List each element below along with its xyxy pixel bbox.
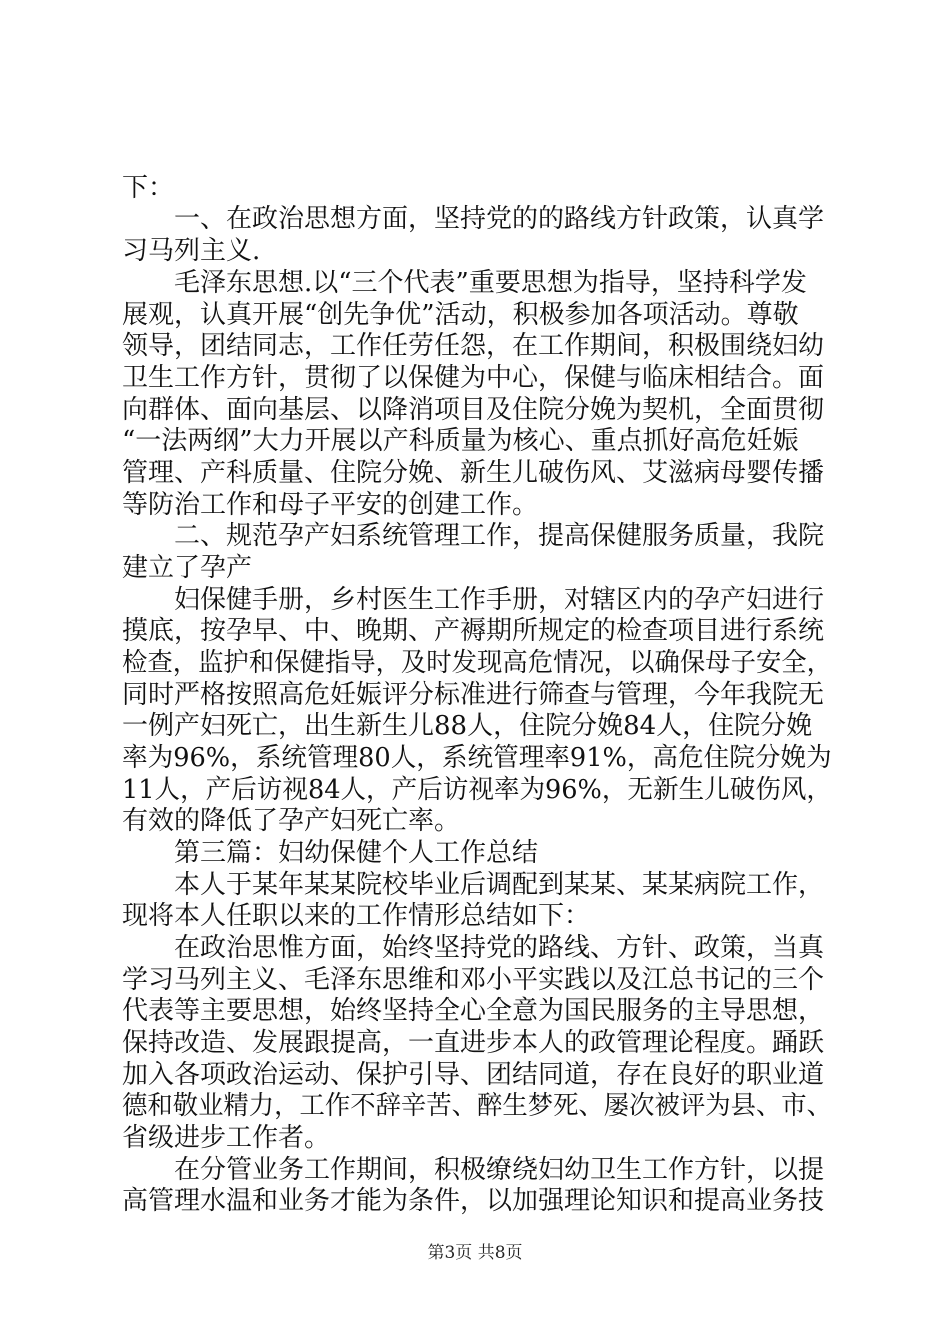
text-line: 在分管业务工作期间，积极缭绕妇幼卫生工作方针，以提	[174, 1155, 825, 1185]
text-line: “一法两纲”大力开展以产科质量为核心、重点抓好高危妊娠	[122, 426, 799, 456]
text-line: 学习马列主义、毛泽东思维和邓小平实践以及江总书记的三个	[122, 965, 825, 995]
text-line: 代表等主要思想，始终坚持全心全意为国民服务的主导思想，	[122, 996, 825, 1026]
text-line: 有效的降低了孕产妇死亡率。	[122, 806, 461, 836]
text-line: 等防治工作和母子平安的创建工作。	[122, 490, 539, 520]
text-line: 加入各项政治运动、保护引导、团结同道，存在良好的职业道	[122, 1060, 825, 1090]
text-line: 在政治思惟方面，始终坚持党的路线、方针、政策，当真	[174, 933, 825, 963]
text-line: 毛泽东思想.以“三个代表”重要思想为指导，坚持科学发	[174, 268, 807, 298]
text-line: 领导，团结同志，工作任劳任怨，在工作期间，积极围绕妇幼	[122, 331, 825, 361]
text-line: 保持改造、发展跟提高，一直进步本人的政管理论程度。踊跃	[122, 1028, 825, 1058]
page-number-footer: 第3页 共8页	[427, 1243, 523, 1263]
text-line: 一例产妇死亡，出生新生儿88人，住院分娩84人，住院分娩	[122, 711, 813, 741]
text-line: 率为96%，系统管理80人，系统管理率91%，高危住院分娩为	[122, 743, 832, 773]
text-line: 摸底，按孕早、中、晚期、产褥期所规定的检查项目进行系统	[122, 616, 825, 646]
text-line: 一、在政治思想方面，坚持党的的路线方针政策，认真学	[174, 204, 825, 234]
text-line: 习马列主义.	[122, 236, 261, 266]
text-line: 检查，监护和保健指导，及时发现高危情况，以确保母子安全，	[122, 648, 833, 678]
text-line: 省级进步工作者。	[122, 1123, 331, 1153]
text-line: 高管理水温和业务才能为条件，以加强理论知识和提高业务技	[122, 1186, 825, 1216]
text-line: 建立了孕产	[122, 553, 253, 583]
text-line: 向群体、面向基层、以降消项目及住院分娩为契机，全面贯彻	[122, 395, 825, 425]
text-line: 妇保健手册，乡村医生工作手册，对辖区内的孕产妇进行	[174, 585, 825, 615]
text-line: 同时严格按照高危妊娠评分标准进行筛查与管理，今年我院无	[122, 680, 825, 710]
text-line: 展观，认真开展“创先争优”活动，积极参加各项活动。尊敬	[122, 300, 799, 330]
text-line: 本人于某年某某院校毕业后调配到某某、某某病院工作，	[174, 870, 825, 900]
text-line: 下：	[122, 173, 175, 203]
text-line: 二、规范孕产妇系统管理工作，提高保健服务质量，我院	[174, 521, 825, 551]
section-heading: 第三篇：妇幼保健个人工作总结	[174, 838, 539, 868]
text-line: 管理、产科质量、住院分娩、新生儿破伤风、艾滋病母婴传播	[122, 458, 825, 488]
text-line: 卫生工作方针，贯彻了以保健为中心，保健与临床相结合。面	[122, 363, 825, 393]
text-line: 11人，产后访视84人，产后访视率为96%，无新生儿破伤风，	[122, 775, 832, 805]
text-line: 德和敬业精力，工作不辞辛苦、醉生梦死、屡次被评为县、市、	[122, 1091, 833, 1121]
text-line: 现将本人任职以来的工作情形总结如下：	[122, 901, 591, 931]
